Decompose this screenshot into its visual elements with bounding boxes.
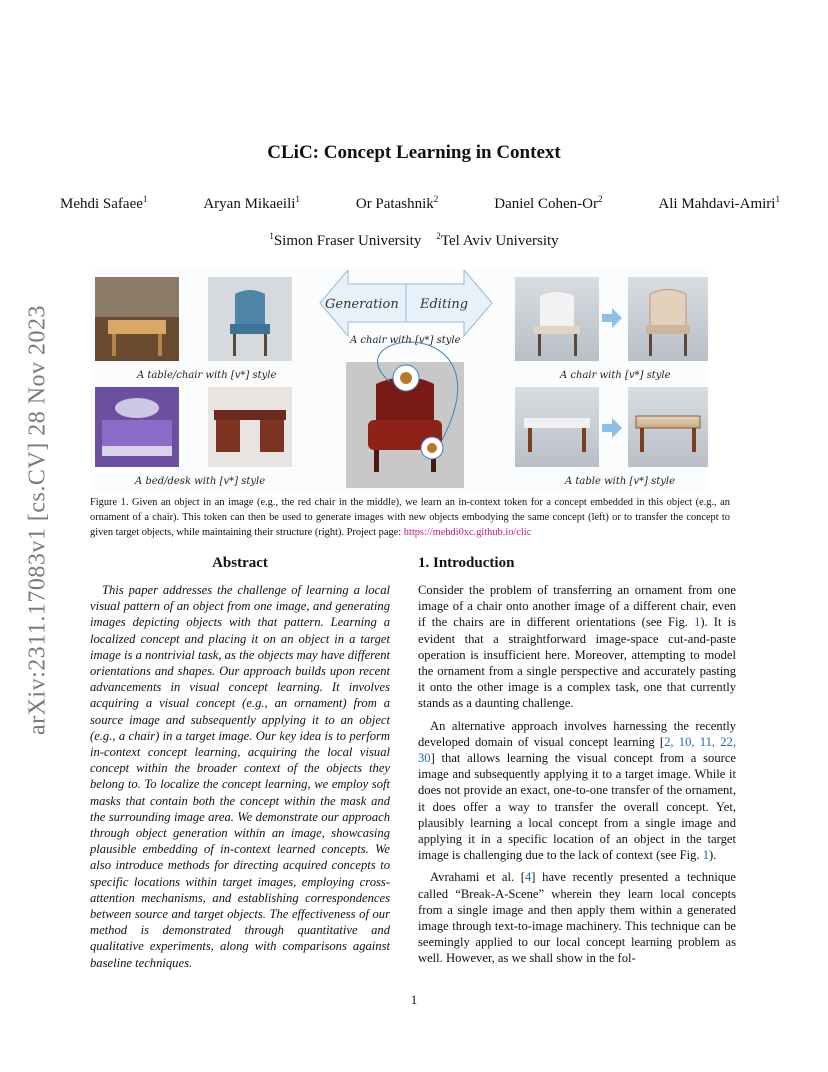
citation-ref[interactable]: 4 xyxy=(524,870,532,885)
introduction-heading: 1. Introduction xyxy=(418,555,515,571)
generation-label: Generation xyxy=(325,297,399,312)
editing-label: Editing xyxy=(420,297,469,312)
author: Aryan Mikaeili$^1$ xyxy=(203,194,300,212)
left-top-label: A table/chair with [v*] style xyxy=(137,370,277,381)
author: Ali Mahdavi-Amiri$^1$ xyxy=(658,194,780,212)
arxiv-sidebar xyxy=(18,270,58,770)
affiliations: $^1$Simon Fraser University $^2$Tel Aviv University xyxy=(269,231,559,249)
figure-ref-link[interactable]: 1 xyxy=(702,848,709,863)
page-number: 1 xyxy=(410,992,418,1007)
intro-paragraph-2: An alternative approach involves harnessing the recently developed domain of visual concept learning [2, 10, 11, 22, 30] that allows learning the visual concept from a source image and subsequently applying it to a target image. While it does not provide an exact, one-to-one transfer of the ornament, it does offer a way to transfer the overall concept. Yet, plausibly learning a local concept from a single image and applying it in a specific location of an object in the target image is challenging due to the lack of context (see Fig. 1). xyxy=(418,718,737,863)
edited-table-image xyxy=(628,387,708,467)
blue-chair-image xyxy=(208,277,292,361)
figure-caption: Figure 1. Given an object in an image (e.g., the red chair in the middle), we learn an in-context token for a concept embedded in this object (e.g., an ornament of a chair). This token can then be used to generate images with new objects embodying the same concept (left) or to transfer the concept to given target objects, while maintaining their structure (right). Project page: https://mehdi0xc.github.io/clic xyxy=(90,497,730,538)
figure-ref-link[interactable]: 1 xyxy=(694,615,701,630)
intro-paragraph-3: Avrahami et al. [4] have recently presented a technique called “Break-A-Scene” wherein they learn local concepts from a single image and then apply them within a generated image through text-to-image machinery. This technique can be seemingly applied to our local concept learning problem as well. However, as we shall show in the fol- xyxy=(418,870,736,966)
arxiv-identifier: arXiv:2311.17083v1 [cs.CV] 28 Nov 2023 xyxy=(24,304,51,736)
purple-bed-image xyxy=(95,387,179,467)
author: Daniel Cohen-Or$^2$ xyxy=(494,194,603,212)
abstract-text: This paper addresses the challenge of learning a local visual pattern of an object from one image, and generating images depicting objects with that pattern. Learning a localized concept and placing it on an object in a target image is a nontrivial task, as the objects may have different orientations and shapes. Our approach builds upon recent advancements in visual concept learning. It involves acquiring a visual concept (e.g., an ornament) from a source image and subsequently applying it to an object (e.g., a chair) in a target image. Our key idea is to perform in-context concept learning, acquiring the local visual concept within the broader context of the objects they belong to. To localize the concept learning, we employ soft masks that contain both the concept within the mask and the surrounding image area. We demonstrate our approach through object generation within an image, showcasing plausible embedding of in-context learned concepts. We also introduce methods for directing acquired concepts to specific locations within target images, employing cross-attention mechanisms, and establishing correspondences between source and target objects. The effectiveness of our method is demonstrated through quantitative and qualitative experiments, along with comparisons against baseline techniques. xyxy=(90,583,390,970)
intro-paragraph-1: Consider the problem of transferring an ornament from one image of a chair onto another image of a different chair, even if the chairs are in different orientations (see Fig. 1). It is evident that a straightforward image-space cut-and-paste operation is insufficient here. Moreover, attempting to model the ornament from a single perspective and accurately pasting it onto the other image is a complex task, one that currently stands as a daunting challenge. xyxy=(418,583,737,711)
abstract-section xyxy=(90,554,390,971)
project-page-link[interactable]: https://mehdi0xc.github.io/clic xyxy=(403,527,532,538)
center-label: A chair with [v*] style xyxy=(350,335,461,346)
paper-title: CLiC: Concept Learning in Context xyxy=(267,142,561,163)
right-top-label: A chair with [v*] style xyxy=(560,370,671,381)
left-bottom-label: A bed/desk with [v*] style xyxy=(135,476,266,487)
citation-refs[interactable]: 2, 10, 11, 22, 30 xyxy=(418,734,737,766)
wooden-desk-image xyxy=(208,387,292,467)
author: Mehdi Safaee$^1$ xyxy=(60,194,148,212)
red-chair-image xyxy=(346,342,464,488)
dining-room-image xyxy=(95,277,179,361)
edited-chair-image xyxy=(628,277,708,361)
source-chair-image xyxy=(515,277,599,361)
author: Or Patashnik$^2$ xyxy=(355,194,439,212)
right-bottom-label: A table with [v*] style xyxy=(565,476,676,487)
source-table-image xyxy=(515,387,599,467)
abstract-heading: Abstract xyxy=(212,555,268,571)
figure-1 xyxy=(90,270,710,490)
introduction-section xyxy=(418,554,736,973)
author-list xyxy=(60,196,780,213)
